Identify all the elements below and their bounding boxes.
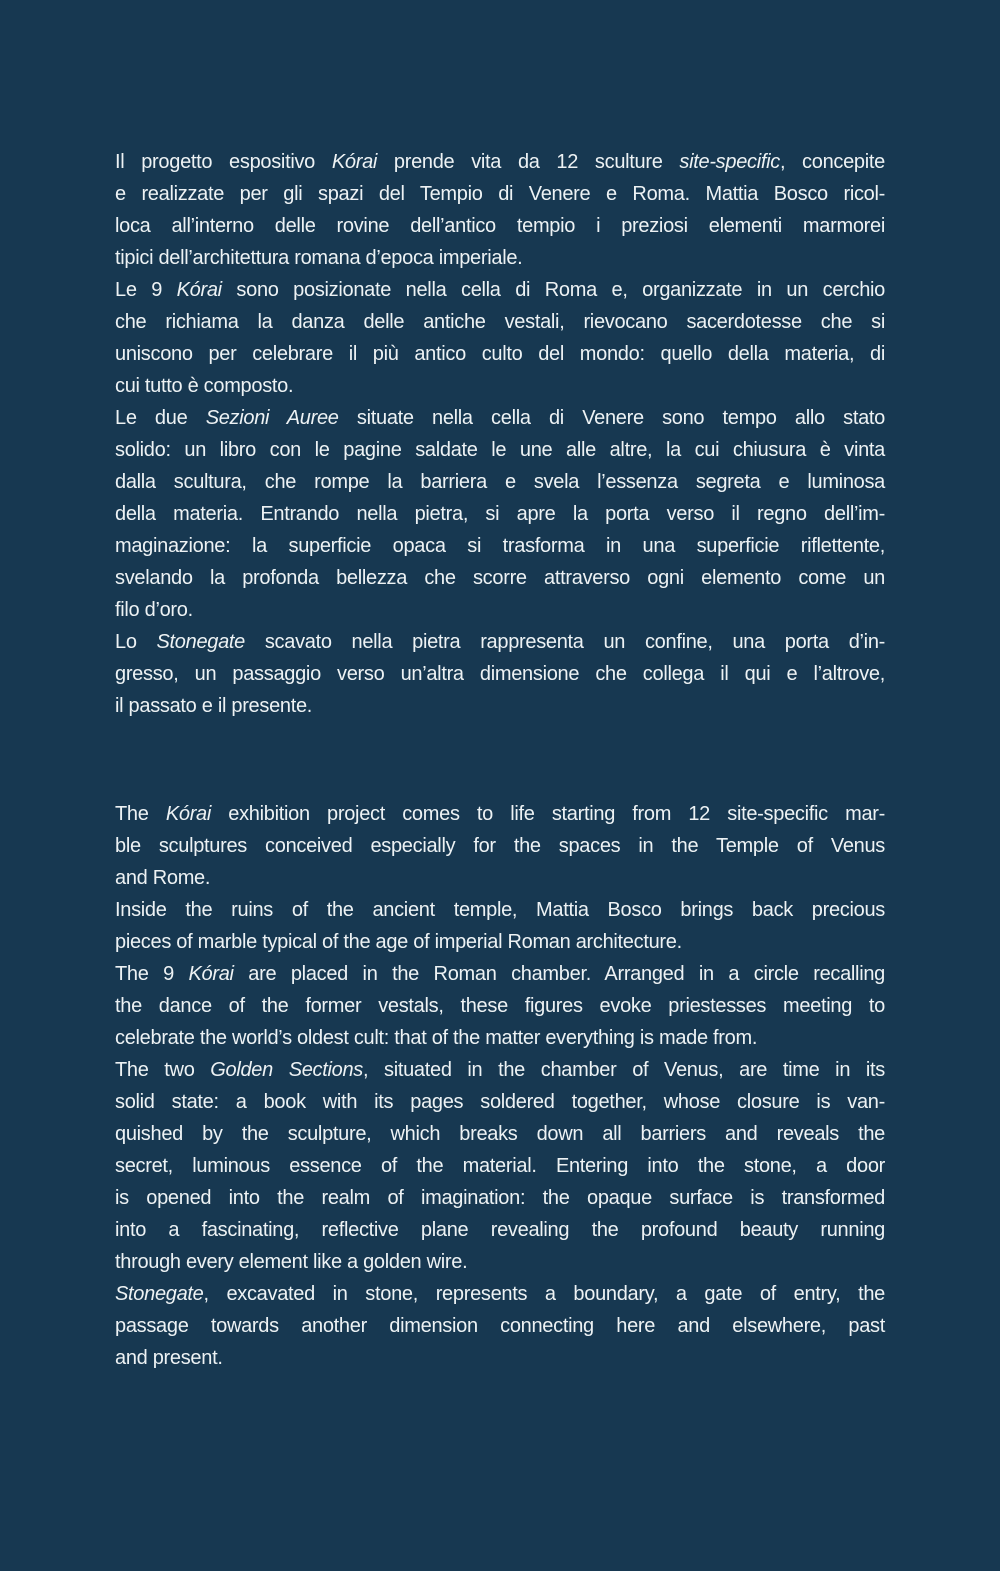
text-run: into a fascinating, reflective plane revealing the profound beauty running <box>115 1219 885 1241</box>
text-line <box>115 926 885 958</box>
text-run: maginazione: la superficie opaca si trasforma in una superficie riflettente, <box>115 535 885 557</box>
text-run: passage towards another dimension connecting here and elsewhere, past <box>115 1315 885 1337</box>
italic-text-run: Kórai <box>165 803 212 825</box>
text-run: Le 9 <box>115 279 177 301</box>
text-line <box>115 798 885 830</box>
italic-text-run: Sezioni Auree <box>205 407 339 429</box>
text-run: The two <box>115 1059 211 1081</box>
text-line <box>115 990 885 1022</box>
text-line <box>115 338 885 370</box>
text-line <box>115 1182 885 1214</box>
text-run: cui tutto è composto. <box>115 375 294 397</box>
text-run: Lo <box>115 631 157 653</box>
text-run: the dance of the former vestals, these figures evoke priestesses meeting to <box>115 995 885 1017</box>
text-run: pieces of marble typical of the age of imperial Roman architecture. <box>115 931 682 953</box>
text-run: della materia. Entrando nella pietra, si apre la porta verso il regno dell’im- <box>115 503 885 525</box>
text-run: loca all’interno delle rovine dell’antico tempio i preziosi elementi marmorei <box>115 215 885 237</box>
text-run: through every element like a golden wire. <box>115 1251 468 1273</box>
text-line <box>115 1022 885 1054</box>
text-run: tipici dell’architettura romana d’epoca imperiale. <box>115 247 523 269</box>
text-run: Le due <box>115 407 206 429</box>
text-line <box>115 594 885 626</box>
text-run: is opened into the realm of imagination: the opaque surface is transformed <box>115 1187 885 1209</box>
italic-text-run: Stonegate <box>156 631 245 653</box>
paragraph <box>115 958 885 1054</box>
paragraph <box>115 402 885 626</box>
text-line <box>115 178 885 210</box>
text-run: solido: un libro con le pagine saldate le une alle altre, la cui chiusura è vinta <box>115 439 885 461</box>
text-line <box>115 1118 885 1150</box>
paragraph <box>115 626 885 722</box>
text-run: , concepite <box>779 151 885 173</box>
text-line <box>115 434 885 466</box>
text-run: prende vita da 12 sculture <box>377 151 680 173</box>
text-line <box>115 862 885 894</box>
text-run: dalla scultura, che rompe la barriera e svela l’essenza segreta e luminosa <box>115 471 885 493</box>
italic-text-run: Stonegate <box>115 1283 204 1305</box>
text-line <box>115 1054 885 1086</box>
text-run: svelando la profonda bellezza che scorre attraverso ogni elemento come un <box>115 567 885 589</box>
text-run: secret, luminous essence of the material. Entering into the stone, a door <box>115 1155 885 1177</box>
italic-text-run: site-specific <box>679 151 780 173</box>
italic-text-run: Golden Sections <box>210 1059 364 1081</box>
text-run: uniscono per celebrare il più antico culto del mondo: quello della materia, di <box>115 343 885 365</box>
text-run: il passato e il presente. <box>115 695 313 717</box>
english-text-block <box>115 798 885 1374</box>
paragraph <box>115 1278 885 1374</box>
italian-text-block <box>115 146 885 722</box>
text-line <box>115 894 885 926</box>
paragraph <box>115 798 885 894</box>
text-line <box>115 146 885 178</box>
text-line <box>115 658 885 690</box>
text-run: The <box>115 803 166 825</box>
text-run: scavato nella pietra rappresenta un confine, una porta d’in- <box>245 631 886 653</box>
text-run: exhibition project comes to life starting from 12 site-specific mar- <box>211 803 885 825</box>
text-line <box>115 830 885 862</box>
text-run: solid state: a book with its pages soldered together, whose closure is van- <box>115 1091 885 1113</box>
text-run: quished by the sculpture, which breaks down all barriers and reveals the <box>115 1123 885 1145</box>
text-line <box>115 1310 885 1342</box>
text-line <box>115 402 885 434</box>
text-run: and present. <box>115 1347 223 1369</box>
text-line <box>115 690 885 722</box>
text-run: , excavated in stone, represents a boundary, a gate of entry, the <box>203 1283 885 1305</box>
text-line <box>115 1150 885 1182</box>
text-column <box>115 146 885 1374</box>
text-run: filo d’oro. <box>115 599 193 621</box>
text-line <box>115 1278 885 1310</box>
text-line <box>115 466 885 498</box>
text-line <box>115 626 885 658</box>
text-line <box>115 274 885 306</box>
paragraph <box>115 274 885 402</box>
text-line <box>115 958 885 990</box>
text-line <box>115 1342 885 1374</box>
text-line <box>115 242 885 274</box>
text-line <box>115 562 885 594</box>
text-run: sono posizionate nella cella di Roma e, organizzate in un cerchio <box>221 279 885 301</box>
text-run: e realizzate per gli spazi del Tempio di Venere e Roma. Mattia Bosco ricol- <box>115 183 885 205</box>
italic-text-run: Kórai <box>176 279 222 301</box>
text-run: Inside the ruins of the ancient temple, Mattia Bosco brings back precious <box>115 899 885 921</box>
text-run: The 9 <box>115 963 189 985</box>
text-run: ble sculptures conceived especially for the spaces in the Temple of Venus <box>115 835 885 857</box>
text-run: situate nella cella di Venere sono tempo allo stato <box>338 407 885 429</box>
text-run: , situated in the chamber of Venus, are time in its <box>363 1059 885 1081</box>
text-line <box>115 306 885 338</box>
text-run: Il progetto espositivo <box>115 151 332 173</box>
text-line <box>115 1086 885 1118</box>
text-line <box>115 530 885 562</box>
italic-text-run: Kórai <box>188 963 234 985</box>
paragraph <box>115 1054 885 1278</box>
text-run: che richiama la danza delle antiche vestali, rievocano sacerdotesse che si <box>115 311 885 333</box>
text-line <box>115 370 885 402</box>
text-run: celebrate the world’s oldest cult: that of the matter everything is made from. <box>115 1027 758 1049</box>
paragraph <box>115 894 885 958</box>
text-run: and Rome. <box>115 867 211 889</box>
text-run: are placed in the Roman chamber. Arranged in a circle recalling <box>233 963 885 985</box>
text-line <box>115 1246 885 1278</box>
text-line <box>115 210 885 242</box>
text-line <box>115 1214 885 1246</box>
text-line <box>115 498 885 530</box>
paragraph <box>115 146 885 274</box>
text-run: gresso, un passaggio verso un’altra dimensione che collega il qui e l’altrove, <box>115 663 885 685</box>
italic-text-run: Kórai <box>331 151 378 173</box>
